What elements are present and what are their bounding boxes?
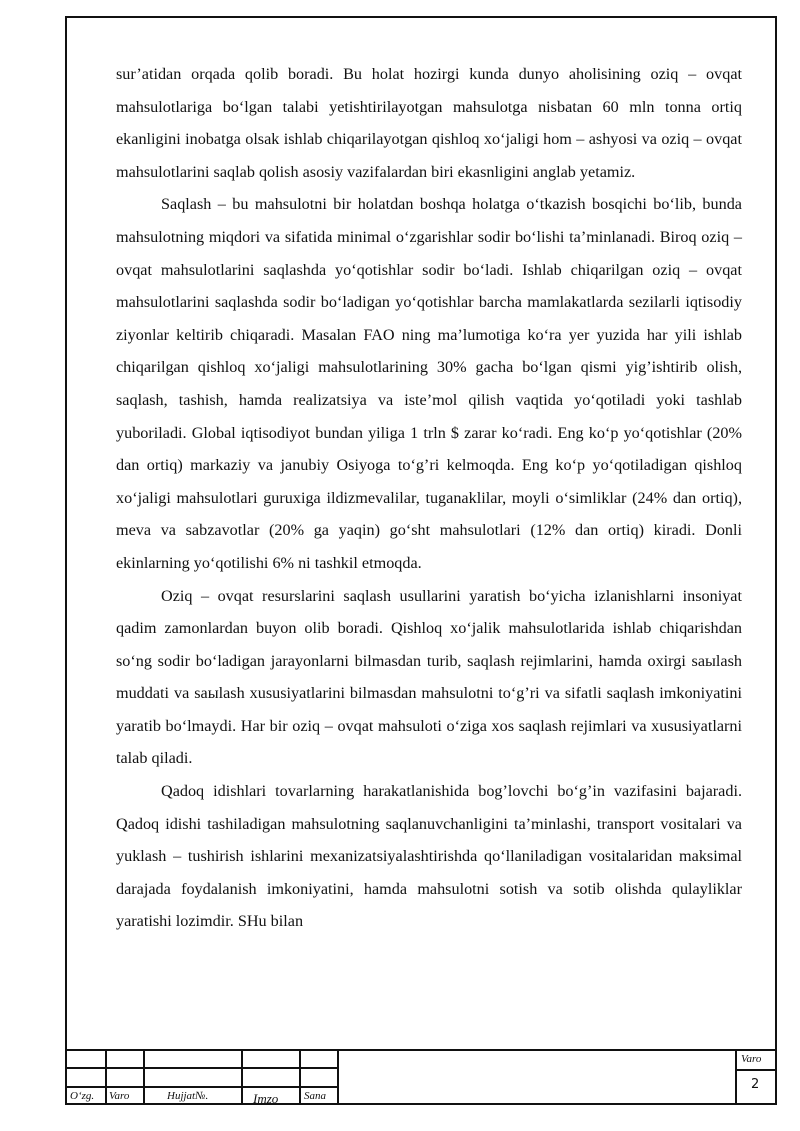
paragraph: sur’atidan orqada qolib boradi. Bu holat hozirgi kunda dunyo aholisining oziq – ovqat mahsulotlariga bo‘lgan talabi yetishtirilayotgan mahsulotga nisbatan 60 mln tonna ortiq ekanligini inobatga olsak ishlab chiqarilayotgan qishloq xo‘jaligi hom – ashyosi va oziq – ovqat mahsulotlarini saqlab qolish asosiy vazifalardan biri ekasnligini anglab yetamiz. xyxy=(116,65,742,181)
title-block-top-border xyxy=(67,1049,775,1051)
title-block-col-divider xyxy=(241,1049,243,1105)
paragraph: Oziq – ovqat resurslarini saqlash usullarini yaratish bo‘yicha izlanishlarni insoniyat qadim zamonlardan buyon olib boradi. Qishloq xo‘jalik mahsulotlarida ishlab chiqarishdan so‘ng sodir bo‘ladigan jarayonlarni bilmasdan turib, saqlash rejimlarini, hamda oxirgi saыlash muddati va saыlash xususiyatlarini bilmasdan mahsulotni to‘g’ri va sifatli saqlash imkoniyatini yaratib bo‘lmaydi. Har bir oziq – ovqat mahsuloti o‘ziga xos saqlash rejimlari va xususiyatlarni talab qiladi. xyxy=(116,586,742,768)
sheet-cell-divider xyxy=(737,1069,775,1071)
change-column-label: O‘zg. xyxy=(70,1090,95,1102)
date-column-label: Sana xyxy=(304,1090,326,1102)
title-block xyxy=(67,1049,775,1105)
sheet-column-label: Varo xyxy=(109,1090,130,1102)
title-block-col-divider xyxy=(143,1049,145,1105)
title-block-col-divider xyxy=(299,1049,301,1105)
sheet-cell-border xyxy=(735,1049,737,1105)
paragraph: Saqlash – bu mahsulotni bir holatdan boshqa holatga o‘tkazish bosqichi bo‘lib, bunda mahsulotning miqdori va sifatida minimal o‘zgarishlar sodir bo‘lishi ta’minlanadi. Biroq oziq – ovqat mahsulotlarini saqlashda yo‘qotishlar sodir bo‘ladi. Ishlab chiqarilgan oziq – ovqat mahsulotlarini saqlashda sodir bo‘ladigan yo‘qotishlar barcha mamlakatlarda sezilarli iqtisodiy ziyonlar keltirib chiqaradi. Masalan FAO ning ma’lumotiga ko‘ra yer yuzida har yili ishlab chiqarilgan qishloq xo‘jaligi mahsulotlarining 30% gacha bo‘lgan qismi yig’ishtirib olish, saqlash, tashish, hamda realizatsiya va iste’mol qilish vaqtida yo‘qotiladi yoki tashlab yuboriladi. Global iqtisodiyot bundan yiliga 1 trln $ zarar ko‘radi. Eng ko‘p yo‘qotishlar (20% dan ortiq) markaziy va janubiy Osiyoga to‘g’ri kelmoqda. Eng ko‘p yo‘qotiladigan qishloq xo‘jaligi mahsulotlari guruxiga ildizmevalilar, tuganaklilar, moyli o‘simliklar (24% dan ortiq), meva va sabzavotlar (20% ga yaqin) go‘sht mahsulotlari (12% dan ortiq) kiradi. Donli ekinlarning yo‘qotilishi 6% ni tashkil etmoqda. xyxy=(116,195,742,572)
paragraph: Qadoq idishlari tovarlarning harakatlanishida bog’lovchi bo‘g’in vazifasini bajaradi. Qadoq idishi tashiladigan mahsulotning saqlanuvchanligini ta’minlashi, transport vositalari va yuklash – tushirish ishlarini mexanizatsiyalashtirishda qo‘llaniladigan vositalaridan maksimal darajada foydalanish imkoniyatini, hamda mahsulotni sotish va sotib olishda qulayliklar yaratishi lozimdir. SHu bilan xyxy=(116,782,742,931)
document-body xyxy=(116,58,742,938)
document-number-column-label: Hujjat№. xyxy=(167,1090,209,1102)
title-block-col-divider xyxy=(337,1049,339,1105)
title-block-col-divider xyxy=(105,1049,107,1105)
page-number: 2 xyxy=(751,1077,760,1092)
sheet-cell-label: Varo xyxy=(741,1053,762,1065)
signature-column-label: Imzo xyxy=(253,1091,279,1106)
